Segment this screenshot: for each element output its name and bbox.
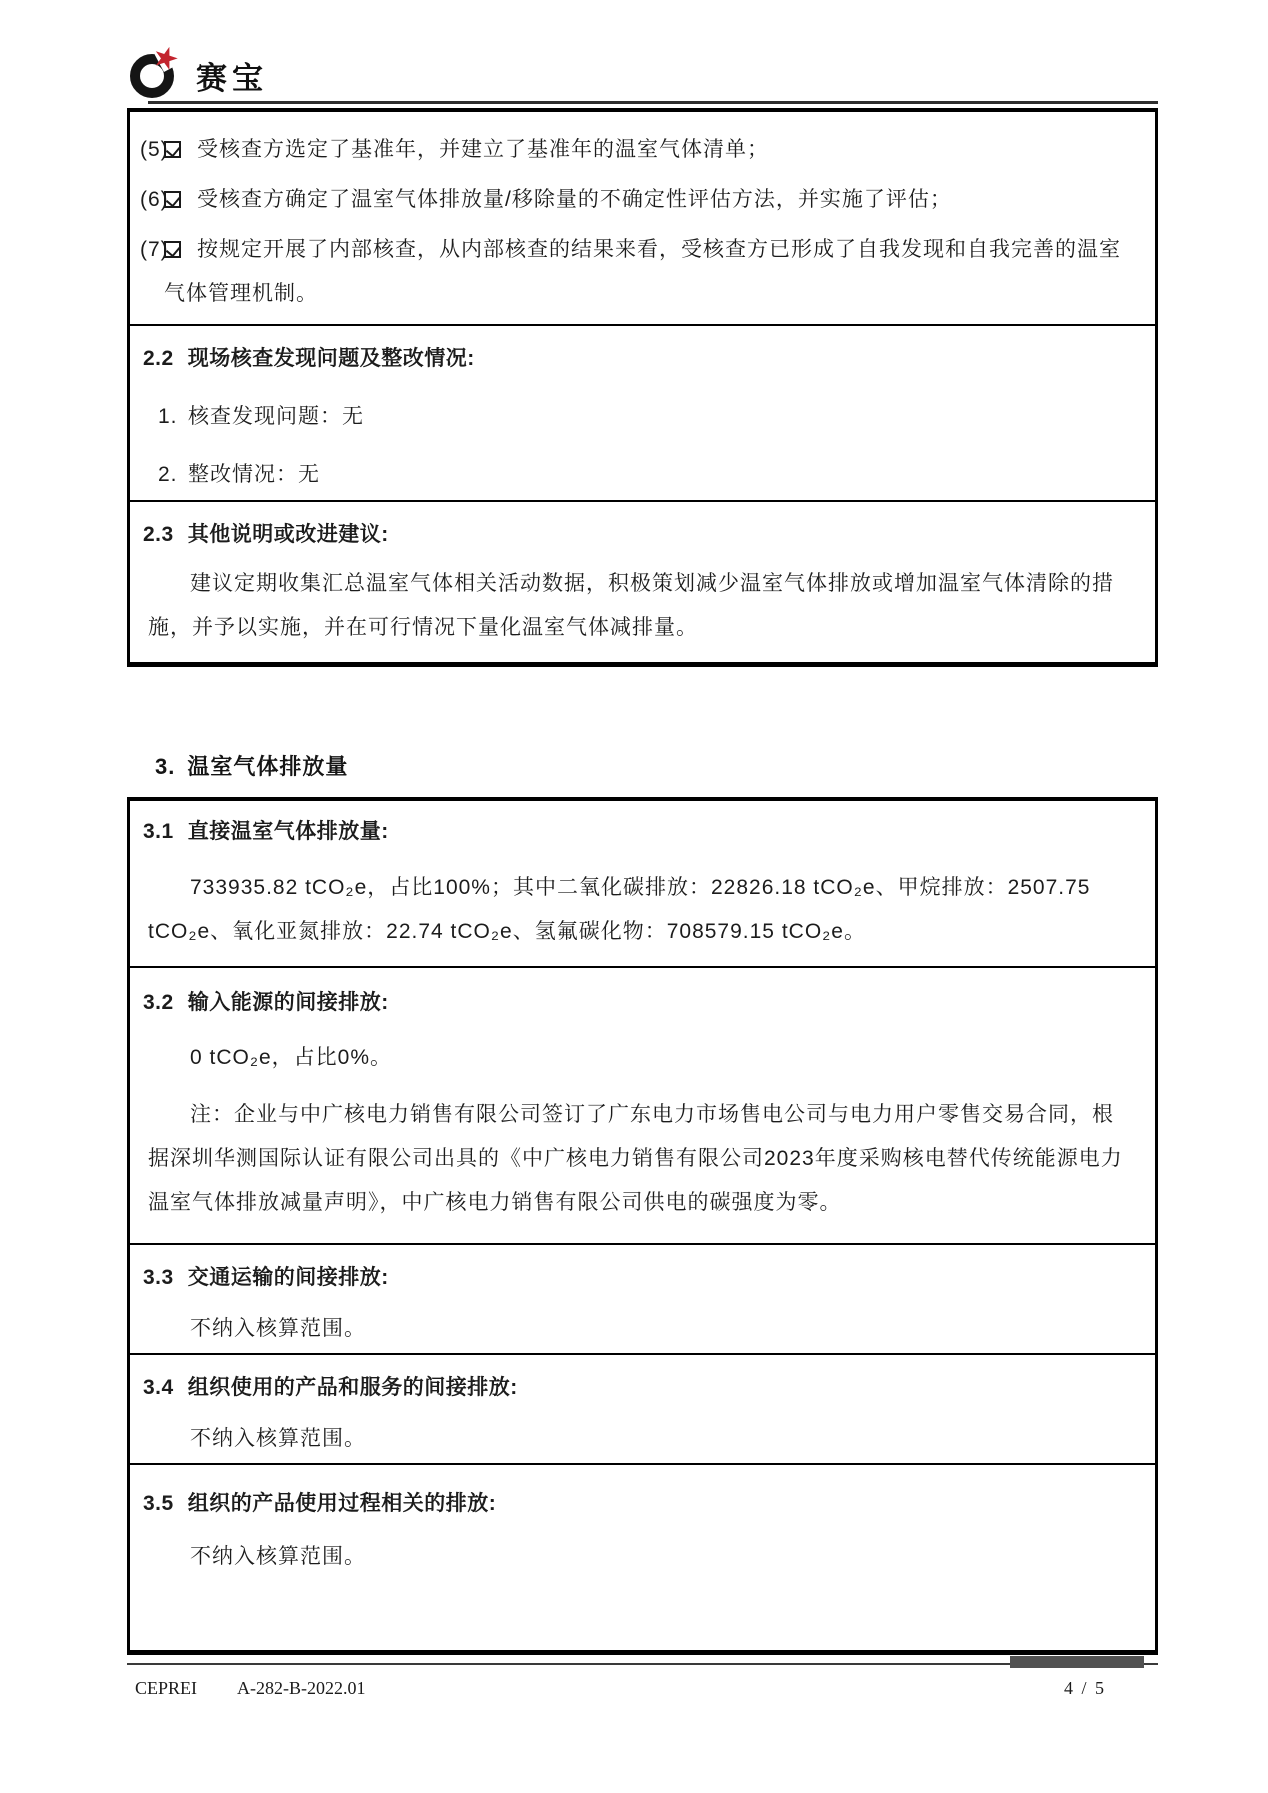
section-3-2-cell — [130, 966, 1155, 1243]
finding-item-1 — [130, 404, 1155, 430]
header-rule — [148, 101, 1158, 104]
checklist-cell — [130, 112, 1155, 324]
item-number: (5) — [140, 138, 169, 161]
section-3-4-cell — [130, 1353, 1155, 1463]
section-3-5-cell — [130, 1463, 1155, 1650]
checklist-item-text: 受核查方选定了基准年，并建立了基准年的温室气体清单； — [197, 138, 769, 161]
section-title: 现场核查发现问题及整改情况: — [187, 347, 475, 370]
finding-text: 整改情况：无 — [188, 463, 320, 486]
checklist-item-text: 受核查方确定了温室气体排放量/移除量的不确定性评估方法，并实施了评估； — [197, 188, 952, 211]
section-3-4-heading — [130, 1373, 1155, 1403]
brand-name: 赛宝 — [196, 60, 268, 96]
section-number: 2.3 — [143, 523, 174, 546]
section-2-2-heading — [130, 344, 1155, 374]
checklist-item-5 — [130, 128, 1135, 172]
section-number: 3.2 — [143, 991, 174, 1014]
checklist-item-7 — [130, 228, 1135, 316]
section-title: 组织的产品使用过程相关的排放: — [187, 1492, 497, 1515]
verification-findings-table — [127, 108, 1158, 667]
footer-organization: CEPREI — [135, 1678, 198, 1698]
section-number: 2.2 — [143, 347, 174, 370]
transport-emissions-paragraph: 不纳入核算范围。 — [190, 1317, 366, 1340]
footer-document-code: A-282-B-2022.01 — [237, 1678, 366, 1698]
item-number: (6) — [140, 188, 169, 211]
direct-emissions-paragraph: 733935.82 tCO₂e，占比100%；其中二氧化碳排放：22826.18 tCO₂e、甲烷排放：2507.75 tCO₂e、氧化亚氮排放：22.74 tCO₂e、氢氟碳化物：708579.15 tCO₂e。 — [148, 876, 1091, 943]
section-3-3-cell — [130, 1243, 1155, 1353]
item-number: (7) — [140, 238, 169, 261]
emissions-table — [127, 797, 1158, 1655]
checked-checkbox-icon — [164, 141, 181, 158]
section-number: 3.5 — [143, 1492, 174, 1515]
section-title: 直接温室气体排放量: — [187, 820, 389, 843]
energy-emissions-summary: 0 tCO₂e，占比0%。 — [190, 1046, 393, 1069]
section-title: 组织使用的产品和服务的间接排放: — [187, 1376, 518, 1399]
section-3-1-heading — [130, 817, 1155, 847]
footer-rule — [127, 1656, 1158, 1668]
list-number: 2. — [158, 463, 178, 486]
checklist-item-6 — [130, 178, 1135, 222]
section-title: 输入能源的间接排放: — [187, 991, 389, 1014]
section-3-2-heading — [130, 988, 1155, 1018]
section-3-5-heading — [130, 1489, 1155, 1519]
footer-rule-dark-segment — [1010, 1656, 1144, 1668]
section-number: 3.4 — [143, 1376, 174, 1399]
section-2-2-cell — [130, 324, 1155, 500]
section-3-heading — [155, 750, 348, 781]
section-2-3-cell — [130, 500, 1155, 662]
section-title: 其他说明或改进建议: — [187, 523, 389, 546]
section-3-3-heading — [130, 1263, 1155, 1293]
section-3-1-cell — [130, 801, 1155, 966]
section-title: 交通运输的间接排放: — [187, 1266, 389, 1289]
finding-item-2 — [130, 462, 1155, 488]
saibao-logo — [130, 38, 186, 100]
finding-text: 核查发现问题：无 — [188, 405, 364, 428]
section-number: 3. — [155, 754, 176, 779]
section-2-3-heading — [130, 520, 1155, 550]
section-number: 3.3 — [143, 1266, 174, 1289]
header-logo-row — [130, 38, 268, 100]
checked-checkbox-icon — [164, 241, 181, 258]
logo-star-icon: ★ — [147, 38, 184, 79]
section-title: 温室气体排放量 — [187, 754, 349, 779]
page-number: 4 / 5 — [1063, 1678, 1106, 1698]
section-number: 3.1 — [143, 820, 174, 843]
checklist-item-text: 按规定开展了内部核查，从内部核查的结果来看，受核查方已形成了自我发现和自我完善的温室气体管理机制。 — [164, 238, 1121, 305]
energy-emissions-note: 注：企业与中广核电力销售有限公司签订了广东电力市场售电公司与电力用户零售交易合同，根据深圳华测国际认证有限公司出具的《中广核电力销售有限公司2023年度采购核电替代传统能源电力温室气体排放减量声明》，中广核电力销售有限公司供电的碳强度为零。 — [148, 1103, 1123, 1214]
products-services-emissions-paragraph: 不纳入核算范围。 — [190, 1427, 366, 1450]
footer — [127, 1678, 1158, 1699]
suggestion-paragraph: 建议定期收集汇总温室气体相关活动数据，积极策划减少温室气体排放或增加温室气体清除的措施，并予以实施，并在可行情况下量化温室气体减排量。 — [148, 572, 1114, 639]
product-use-emissions-paragraph: 不纳入核算范围。 — [190, 1545, 366, 1568]
checked-checkbox-icon — [164, 191, 181, 208]
list-number: 1. — [158, 405, 178, 428]
